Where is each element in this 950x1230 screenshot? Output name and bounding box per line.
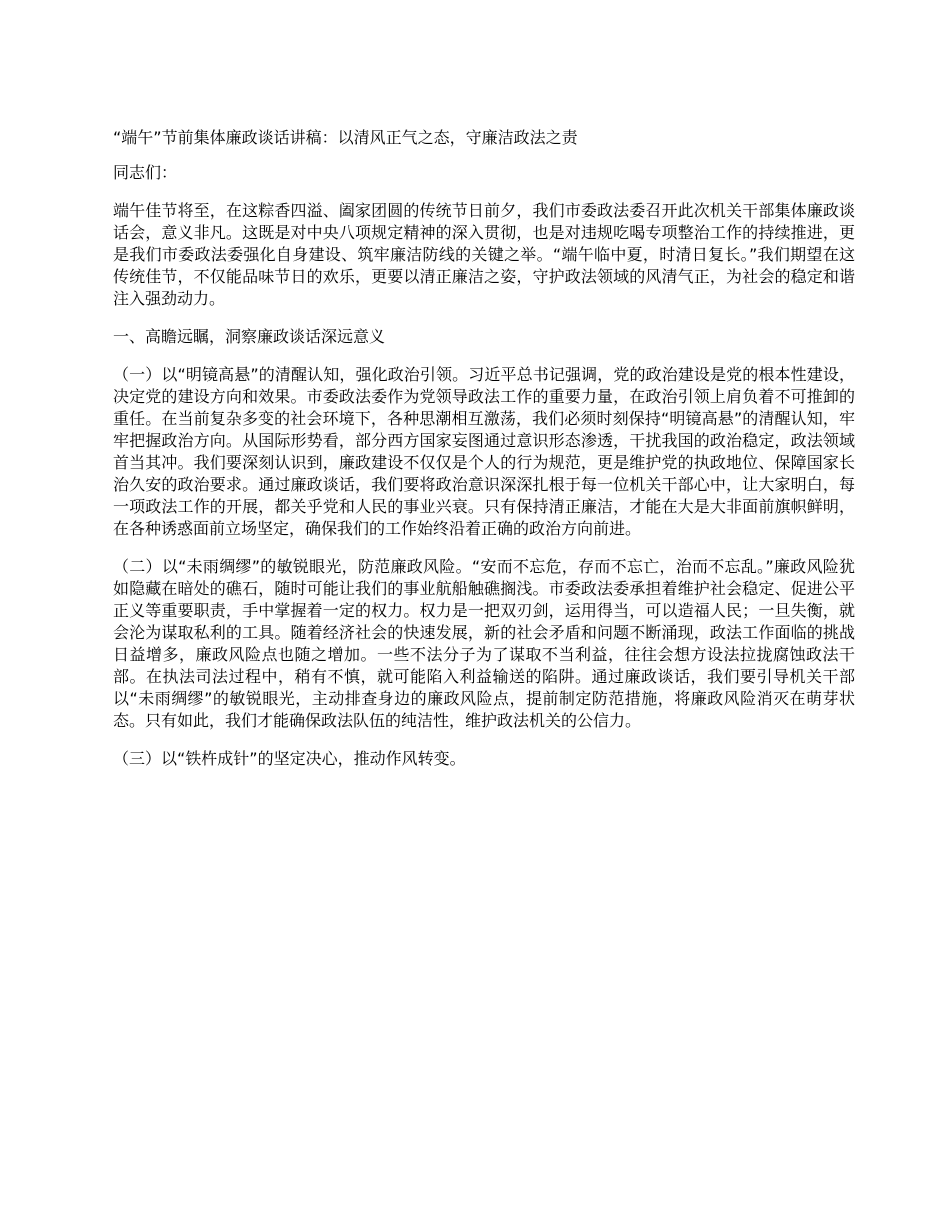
paragraph-3: （三）以“铁杵成针”的坚定决心，推动作风转变。 bbox=[113, 749, 466, 768]
section-heading-1: 一、高瞻远瞩，洞察廉政谈话深远意义 bbox=[113, 327, 386, 346]
document-title: “端午”节前集体廉政谈话讲稿：以清风正气之态，守廉洁政法之责 bbox=[113, 128, 578, 147]
paragraph-1: （一）以“明镜高悬”的清醒认知，强化政治引领。习近平总书记强调，党的政治建设是党的根本性建设，决定党的建设方向和效果。市委政法委作为党领导政法工作的重要力量，在政治引领上肩负着不可推卸的重任。在当前复杂多变的社会环境下，各种思潮相互激荡，我们必须时刻保持“明镜高悬”的清醒认知，牢牢把握政治方向。从国际形势看，部分西方国家妄图通过意识形态渗透，干扰我国的政治稳定，政法领域首当其冲。我们要深刻认识到，廉政建设不仅仅是个人的行为规范，更是维护党的执政地位、保障国家长治久安的政治要求。通过廉政谈话，我们要将政治意识深深扎根于每一位机关干部心中，让大家明白，每一项政法工作的开展，都关乎党和人民的事业兴衰。只有保持清正廉洁，才能在大是大非面前旗帜鲜明，在各种诱惑面前立场坚定，确保我们的工作始终沿着正确的政治方向前进。 bbox=[113, 365, 855, 538]
intro-paragraph: 端午佳节将至，在这粽香四溢、阖家团圆的传统节日前夕，我们市委政法委召开此次机关干部集体廉政谈话会，意义非凡。这既是对中央八项规定精神的深入贯彻，也是对违规吃喝专项整治工作的持续推进，更是我们市委政法委强化自身建设、筑牢廉洁防线的关键之举。“端午临中夏，时清日复长。”我们期望在这传统佳节，不仅能品味节日的欢乐，更要以清正廉洁之姿，守护政法领域的风清气正，为社会的稳定和谐注入强劲动力。 bbox=[113, 201, 855, 308]
paragraph-2: （二）以“未雨绸缪”的敏锐眼光，防范廉政风险。“安而不忘危，存而不忘亡，治而不忘乱。”廉政风险犹如隐藏在暗处的礁石，随时可能让我们的事业航船触礁搁浅。市委政法委承担着维护社会稳定、促进公平正义等重要职责，手中掌握着一定的权力。权力是一把双刃剑，运用得当，可以造福人民；一旦失衡，就会沦为谋取私利的工具。随着经济社会的快速发展，新的社会矛盾和问题不断涌现，政法工作面临的挑战日益增多，廉政风险点也随之增加。一些不法分子为了谋取不当利益，往往会想方设法拉拢腐蚀政法干部。在执法司法过程中，稍有不慎，就可能陷入利益输送的陷阱。通过廉政谈话，我们要引导机关干部以“未雨绸缪”的敏锐眼光，主动排查身边的廉政风险点，提前制定防范措施，将廉政风险消灭在萌芽状态。只有如此，我们才能确保政法队伍的纯洁性，维护政法机关的公信力。 bbox=[113, 557, 855, 730]
document-page bbox=[113, 127, 855, 786]
salutation: 同志们： bbox=[113, 163, 178, 182]
